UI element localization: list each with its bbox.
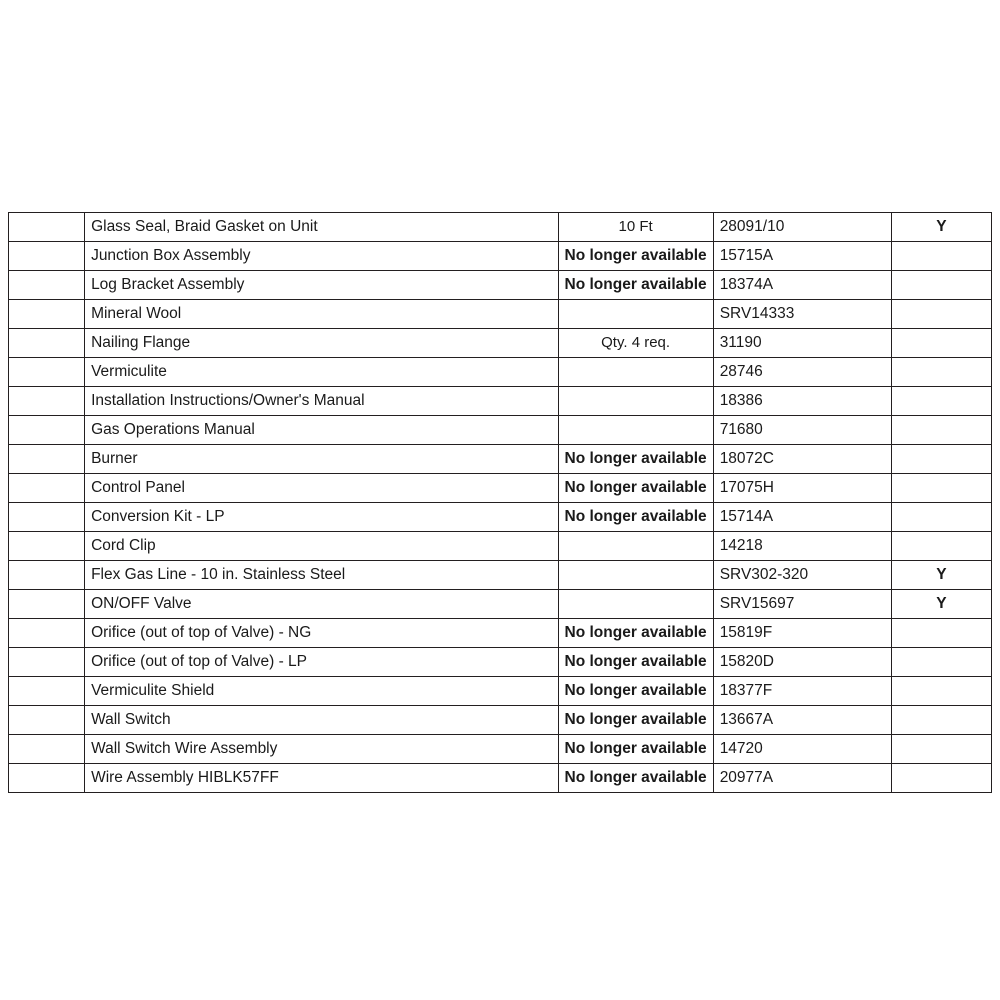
cell-description: Vermiculite <box>85 358 558 387</box>
cell-flag <box>891 735 991 764</box>
cell-flag <box>891 503 991 532</box>
cell-availability <box>558 532 713 561</box>
cell-part-number: SRV14333 <box>713 300 891 329</box>
cell-description: Flex Gas Line - 10 in. Stainless Steel <box>85 561 558 590</box>
cell-availability: No longer available <box>558 619 713 648</box>
cell-description: Orifice (out of top of Valve) - LP <box>85 648 558 677</box>
cell-description: Burner <box>85 445 558 474</box>
cell-qty <box>9 242 85 271</box>
cell-part-number: 15714A <box>713 503 891 532</box>
cell-availability: No longer available <box>558 474 713 503</box>
cell-availability: No longer available <box>558 445 713 474</box>
table-row <box>9 677 992 706</box>
cell-qty <box>9 300 85 329</box>
cell-qty <box>9 532 85 561</box>
cell-flag <box>891 242 991 271</box>
cell-availability <box>558 387 713 416</box>
cell-description: Orifice (out of top of Valve) - NG <box>85 619 558 648</box>
cell-description: Conversion Kit - LP <box>85 503 558 532</box>
cell-flag: Y <box>891 561 991 590</box>
cell-flag <box>891 300 991 329</box>
cell-availability: 10 Ft <box>558 213 713 242</box>
cell-qty <box>9 474 85 503</box>
parts-table <box>8 212 992 793</box>
cell-qty <box>9 387 85 416</box>
table-row <box>9 590 992 619</box>
cell-description: Installation Instructions/Owner's Manual <box>85 387 558 416</box>
cell-availability: No longer available <box>558 764 713 793</box>
table-row <box>9 358 992 387</box>
cell-availability <box>558 416 713 445</box>
cell-qty <box>9 590 85 619</box>
parts-table-container <box>8 212 992 793</box>
cell-description: Glass Seal, Braid Gasket on Unit <box>85 213 558 242</box>
cell-part-number: SRV15697 <box>713 590 891 619</box>
cell-part-number: 18386 <box>713 387 891 416</box>
table-row <box>9 503 992 532</box>
cell-part-number: 15820D <box>713 648 891 677</box>
cell-flag <box>891 619 991 648</box>
table-row <box>9 706 992 735</box>
table-row <box>9 561 992 590</box>
cell-flag <box>891 474 991 503</box>
table-row <box>9 474 992 503</box>
cell-flag <box>891 416 991 445</box>
cell-description: Control Panel <box>85 474 558 503</box>
cell-description: Junction Box Assembly <box>85 242 558 271</box>
cell-qty <box>9 735 85 764</box>
table-row <box>9 648 992 677</box>
cell-part-number: 18374A <box>713 271 891 300</box>
cell-part-number: 28091/10 <box>713 213 891 242</box>
table-row <box>9 445 992 474</box>
cell-qty <box>9 648 85 677</box>
cell-description: ON/OFF Valve <box>85 590 558 619</box>
cell-part-number: 18072C <box>713 445 891 474</box>
cell-availability <box>558 561 713 590</box>
cell-part-number: 15819F <box>713 619 891 648</box>
cell-flag <box>891 648 991 677</box>
cell-part-number: 14720 <box>713 735 891 764</box>
cell-qty <box>9 561 85 590</box>
cell-description: Vermiculite Shield <box>85 677 558 706</box>
cell-flag <box>891 329 991 358</box>
cell-description: Cord Clip <box>85 532 558 561</box>
cell-qty <box>9 677 85 706</box>
table-row <box>9 387 992 416</box>
cell-qty <box>9 329 85 358</box>
table-row <box>9 242 992 271</box>
cell-availability: Qty. 4 req. <box>558 329 713 358</box>
cell-part-number: 28746 <box>713 358 891 387</box>
cell-availability: No longer available <box>558 271 713 300</box>
cell-part-number: SRV302-320 <box>713 561 891 590</box>
cell-flag <box>891 358 991 387</box>
cell-description: Gas Operations Manual <box>85 416 558 445</box>
cell-part-number: 17075H <box>713 474 891 503</box>
cell-description: Log Bracket Assembly <box>85 271 558 300</box>
table-row <box>9 329 992 358</box>
cell-availability: No longer available <box>558 735 713 764</box>
cell-part-number: 71680 <box>713 416 891 445</box>
cell-availability <box>558 300 713 329</box>
cell-description: Wire Assembly HIBLK57FF <box>85 764 558 793</box>
cell-description: Mineral Wool <box>85 300 558 329</box>
cell-part-number: 13667A <box>713 706 891 735</box>
cell-flag <box>891 764 991 793</box>
cell-qty <box>9 271 85 300</box>
cell-availability: No longer available <box>558 677 713 706</box>
cell-part-number: 20977A <box>713 764 891 793</box>
table-row <box>9 764 992 793</box>
cell-flag <box>891 677 991 706</box>
cell-flag: Y <box>891 213 991 242</box>
cell-description: Wall Switch Wire Assembly <box>85 735 558 764</box>
cell-qty <box>9 503 85 532</box>
cell-part-number: 18377F <box>713 677 891 706</box>
cell-qty <box>9 358 85 387</box>
cell-flag <box>891 445 991 474</box>
cell-availability: No longer available <box>558 242 713 271</box>
cell-flag <box>891 532 991 561</box>
cell-flag <box>891 387 991 416</box>
cell-availability: No longer available <box>558 706 713 735</box>
cell-qty <box>9 706 85 735</box>
cell-availability <box>558 358 713 387</box>
table-row <box>9 735 992 764</box>
table-row <box>9 532 992 561</box>
cell-qty <box>9 619 85 648</box>
table-row <box>9 416 992 445</box>
table-row <box>9 213 992 242</box>
cell-flag: Y <box>891 590 991 619</box>
table-row <box>9 271 992 300</box>
parts-table-body <box>9 213 992 793</box>
cell-description: Wall Switch <box>85 706 558 735</box>
cell-part-number: 31190 <box>713 329 891 358</box>
cell-availability: No longer available <box>558 648 713 677</box>
cell-qty <box>9 213 85 242</box>
cell-qty <box>9 416 85 445</box>
cell-flag <box>891 706 991 735</box>
cell-availability: No longer available <box>558 503 713 532</box>
cell-qty <box>9 764 85 793</box>
cell-qty <box>9 445 85 474</box>
table-row <box>9 300 992 329</box>
cell-part-number: 14218 <box>713 532 891 561</box>
cell-flag <box>891 271 991 300</box>
cell-part-number: 15715A <box>713 242 891 271</box>
table-row <box>9 619 992 648</box>
cell-availability <box>558 590 713 619</box>
cell-description: Nailing Flange <box>85 329 558 358</box>
